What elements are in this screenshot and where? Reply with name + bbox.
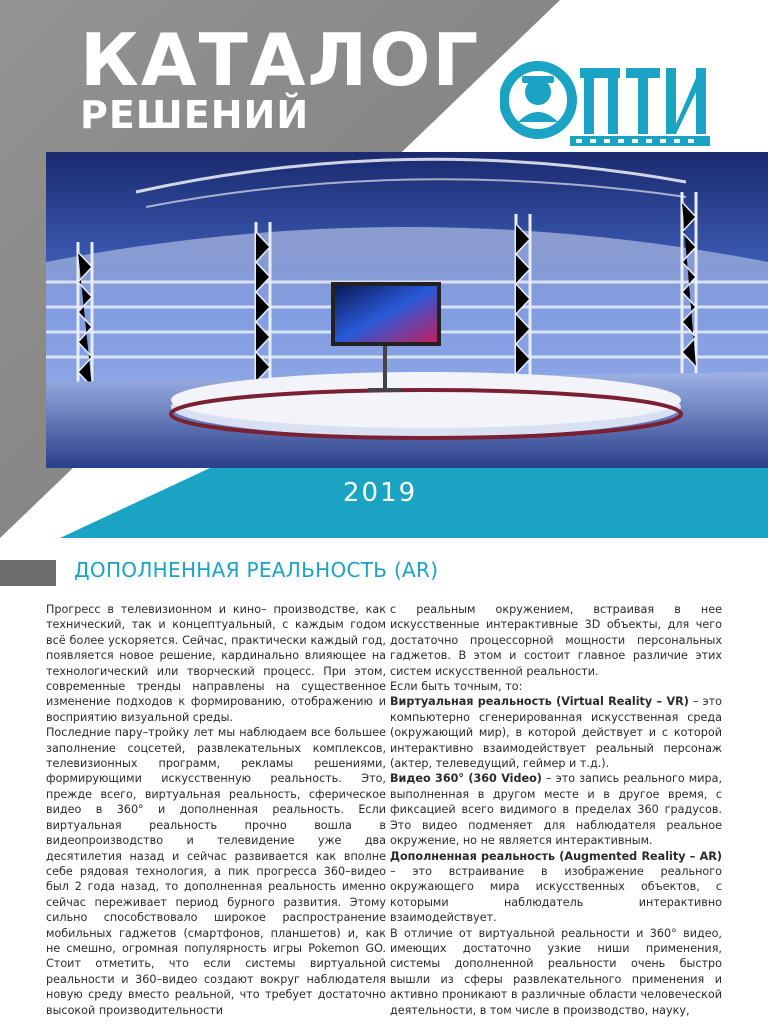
virtual-studio-image bbox=[46, 152, 768, 468]
vr-definition bbox=[390, 694, 722, 771]
video360-definition bbox=[390, 771, 722, 848]
right-text-column bbox=[390, 602, 722, 1024]
left-text-column bbox=[46, 602, 386, 1024]
video360-term: Видео 360° (360 Video) bbox=[390, 772, 542, 786]
ar-term: Дополненная реальность (Augmented Reality – AR) bbox=[390, 849, 722, 863]
right-paragraph-2: Если быть точным, то: bbox=[390, 680, 523, 694]
section-marker bbox=[0, 560, 56, 586]
ar-definition bbox=[390, 849, 722, 926]
video360-text: – это запись реального мира, выполненная в другом месте и в другое время, с фиксацией всего видимого в пределах 360 градусов. Это видео подменяет для наблюдателя реальное окружение, но не является интерактивным. bbox=[390, 772, 722, 848]
catalog-title: КАТАЛОГ bbox=[80, 18, 481, 102]
catalog-subtitle: РЕШЕНИЙ bbox=[80, 93, 310, 137]
right-paragraph-last: В отличие от виртуальной реальности и 360° видео, имеющих достаточно узкие ниши применения, системы дополненной реальности очень быстро вышли из сферы развлекательного применения и активно проникают в различные области человеческой деятельности, в том числе в производство, науку, bbox=[390, 926, 722, 1017]
section-title: ДОПОЛНЕННАЯ РЕАЛЬНОСТЬ (AR) bbox=[74, 558, 439, 582]
ar-text: – это встраивание в изображение реального окружающего мира искусственных объектов, с которыми наблюдатель интерактивно взаимодействует. bbox=[390, 864, 722, 925]
left-paragraph-1: Прогресс в телевизионном и кино– производстве, как технический, так и концептуальный, с каждым годом всё более ускоряется. Сейчас, практически каждый год, появляется новое решение, кардинально влияющее на технологический или творческий процесс. При этом, современные тренды направлены на существенное изменение подходов к формированию, отображению и восприятию визуальной среды. bbox=[46, 603, 386, 724]
company-logo bbox=[500, 52, 712, 148]
right-paragraph-1: с реальным окружением, встраивая в нее искусственные интерактивные 3D объекты, для чего достаточно процессорной мощности персональных гаджетов. В этом и состоит главное различие этих систем искусственной реальности. bbox=[390, 603, 722, 678]
vr-term: Виртуальная реальность (Virtual Reality – VR) bbox=[390, 695, 689, 709]
vr-text: – это компьютерно сгенерированная искусственная среда (окружающий мир), в которой действует и с которой интерактивно взаимодействует реальный персонаж (актер, телеведущий, геймер и т.д.). bbox=[390, 695, 722, 771]
left-paragraph-2: Последние пару–тройку лет мы наблюдаем все большее заполнение соцсетей, развлекательных комплексов, телевизионных программ, рекламы решениями, формирующими искусственную реальность. Это, прежде всего, виртуальная реальность, сферическое видео в 360° и дополненная реальность. Если виртуальная реальность прочно вошла в видеопроизводство и телевидение уже два десятилетия назад и сейчас развивается как вполне себе рядовая технология, а пик прогресса 360–видео был 2 года назад, то дополненная реальность именно сейчас переживает период бурного развития. Этому сильно способствовало широкое распространение мобильных гаджетов (смартфонов, планшетов) и, как не смешно, огромная популярность игры Pokemon GO. Стоит отметить, что если системы виртуальной реальности и 360–видео создают вокруг наблюдателя новую среду вместо реальной, что требует достаточно высокой производительности bbox=[46, 726, 386, 1017]
catalog-year: 2019 bbox=[343, 478, 418, 508]
